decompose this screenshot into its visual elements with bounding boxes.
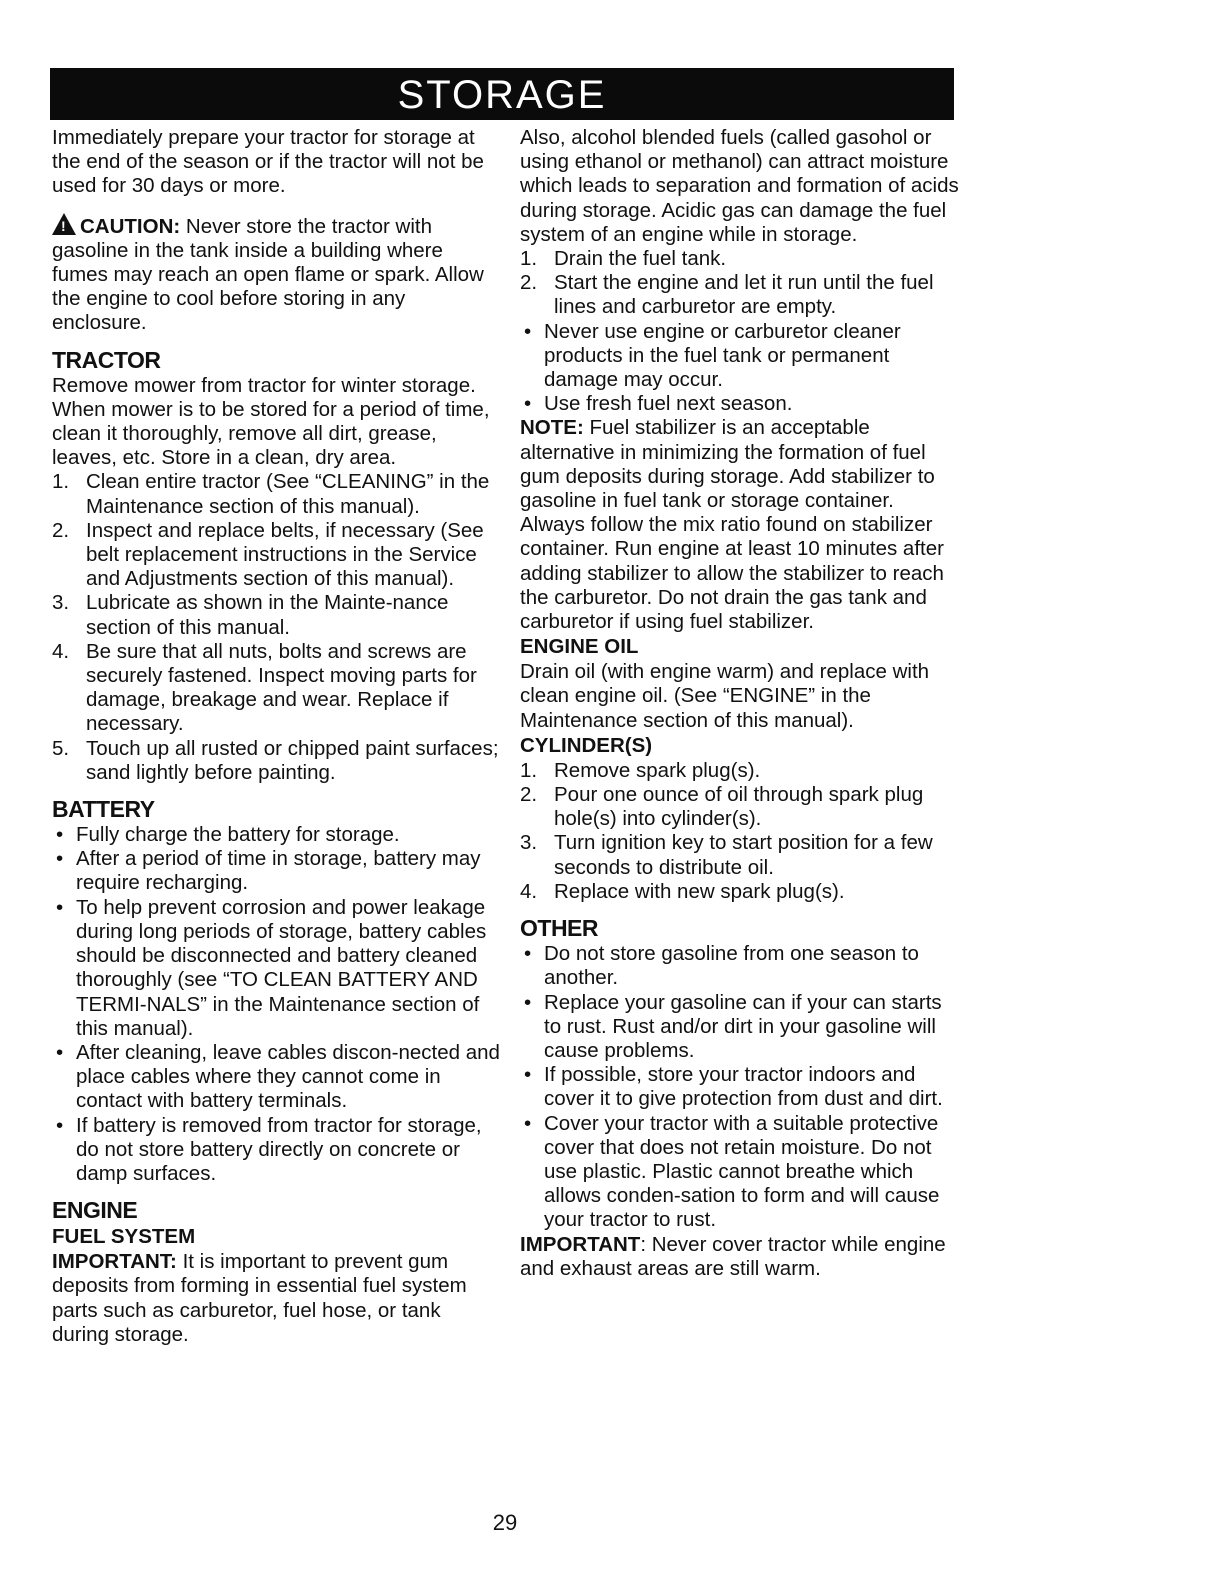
fuel-important-paragraph: IMPORTANT: It is important to prevent gum deposits from forming in essential fuel system parts such as carburetor, fuel hose, or tank during storage. [52, 1250, 467, 1346]
list-item: 3. Lubricate as shown in the Mainte-nance section of this manual. [52, 591, 449, 639]
warning-triangle-icon: ! [52, 213, 76, 235]
list-item: • After a period of time in storage, battery may require recharging. [56, 847, 481, 895]
list-item: • Do not store gasoline from one season to another. [524, 942, 919, 990]
list-item: 2. Pour one ounce of oil through spark plug hole(s) into cylinder(s). [520, 783, 924, 831]
list-item: • If possible, store your tractor indoors and cover it to give protection from dust and dirt. [524, 1063, 943, 1111]
list-item: • To help prevent corrosion and power leakage during long periods of storage, battery cables should be disconnected and battery cleaned thoroughly (see “TO CLEAN BATTERY AND TERMI-NALS” in the Maintenance section of this manual). [56, 895, 487, 1040]
list-item: 1. Clean entire tractor (See “CLEANING” in the Maintenance section of this manual). [52, 470, 490, 518]
list-item: • Cover your tractor with a suitable protective cover that does not retain moisture. Do not use plastic. Plastic cannot breathe which allows conden-sation to form and will cause your tractor to rust. [524, 1111, 940, 1232]
page-title: STORAGE [397, 73, 607, 117]
right-column [520, 126, 960, 1281]
battery-heading: BATTERY [52, 796, 155, 823]
fuel-bullets [520, 320, 960, 417]
fuel-system-heading: FUEL SYSTEM [52, 1225, 196, 1249]
left-column [52, 126, 502, 1347]
list-item: 2. Start the engine and let it run until the fuel lines and carburetor are empty. [520, 271, 934, 319]
other-heading: OTHER [520, 915, 598, 942]
list-item: 1. Remove spark plug(s). [520, 758, 761, 782]
list-item: 1. Drain the fuel tank. [520, 247, 727, 271]
list-item: • Never use engine or carburetor cleaner products in the fuel tank or permanent damage may occur. [524, 319, 901, 392]
page-number: 29 [492, 1510, 518, 1535]
cylinder-steps [520, 759, 960, 904]
other-bullets [520, 942, 960, 1232]
fuel-steps [520, 247, 960, 320]
tractor-intro: Remove mower from tractor for winter storage. When mower is to be stored for a period of time, clean it thoroughly, remove all dirt, grease, leaves, etc. Store in a clean, dry area. [52, 373, 490, 470]
cylinders-heading: CYLINDER(S) [520, 733, 653, 757]
list-item: 4. Replace with new spark plug(s). [520, 879, 845, 903]
page-title-banner [50, 68, 954, 120]
storage-intro: Immediately prepare your tractor for storage at the end of the season or if the tractor will not be used for 30 days or more. [52, 126, 484, 198]
tractor-steps [52, 470, 502, 785]
alcohol-fuels-paragraph: Also, alcohol blended fuels (called gasohol or using ethanol or methanol) can attract moisture which leads to separation and formation of acids during storage. Acidic gas can damage the fuel system of an engine while in storage. [520, 126, 959, 246]
list-item: • Fully charge the battery for storage. [56, 823, 400, 847]
caution-paragraph [52, 213, 502, 336]
caution-label: CAUTION: [80, 214, 181, 238]
list-item: 4. Be sure that all nuts, bolts and screws are securely fastened. Inspect moving parts for damage, breakage and wear. Replace if necessary. [52, 639, 477, 736]
list-item: • Replace your gasoline can if your can starts to rust. Rust and/or dirt in your gasoline will cause problems. [524, 990, 942, 1062]
list-item: 3. Turn ignition key to start position for a few seconds to distribute oil. [520, 831, 933, 879]
other-important-paragraph: IMPORTANT: Never cover tractor while engine and exhaust areas are still warm. [520, 1232, 946, 1280]
list-item: • After cleaning, leave cables discon-nected and place cables where they cannot come in contact with battery terminals. [56, 1040, 500, 1113]
tractor-heading: TRACTOR [52, 346, 161, 373]
list-item: • If battery is removed from tractor for storage, do not store battery directly on concrete or damp surfaces. [56, 1113, 482, 1185]
list-item: • Use fresh fuel next season. [524, 392, 793, 416]
list-item: 5. Touch up all rusted or chipped paint surfaces; sand lightly before painting. [52, 736, 499, 784]
engine-heading: ENGINE [52, 1197, 138, 1224]
list-item: 2. Inspect and replace belts, if necessary (See belt replacement instructions in the Service and Adjustments section of this manual). [52, 518, 484, 591]
engine-oil-text: Drain oil (with engine warm) and replace with clean engine oil. (See “ENGINE” in the Maintenance section of this manual). [520, 660, 930, 732]
battery-bullets [52, 823, 502, 1186]
note-paragraph: NOTE: Fuel stabilizer is an acceptable alternative in minimizing the formation of fuel gum deposits during storage. Add stabilizer to gasoline in fuel tank or storage container. Always follow the mix ratio found on stabilizer container. Run engine at least 10 minutes after adding stabilizer to allow the stabilizer to reach the carburetor. Do not drain the gas tank and carburetor if using fuel stabilizer. [520, 416, 944, 634]
engine-oil-heading: ENGINE OIL [520, 635, 639, 659]
caution-text: Never store the tractor with gasoline in the tank inside a building where fumes may reach an open flame or spark. Allow the engine to cool before storing in any enclosure. [52, 214, 484, 335]
